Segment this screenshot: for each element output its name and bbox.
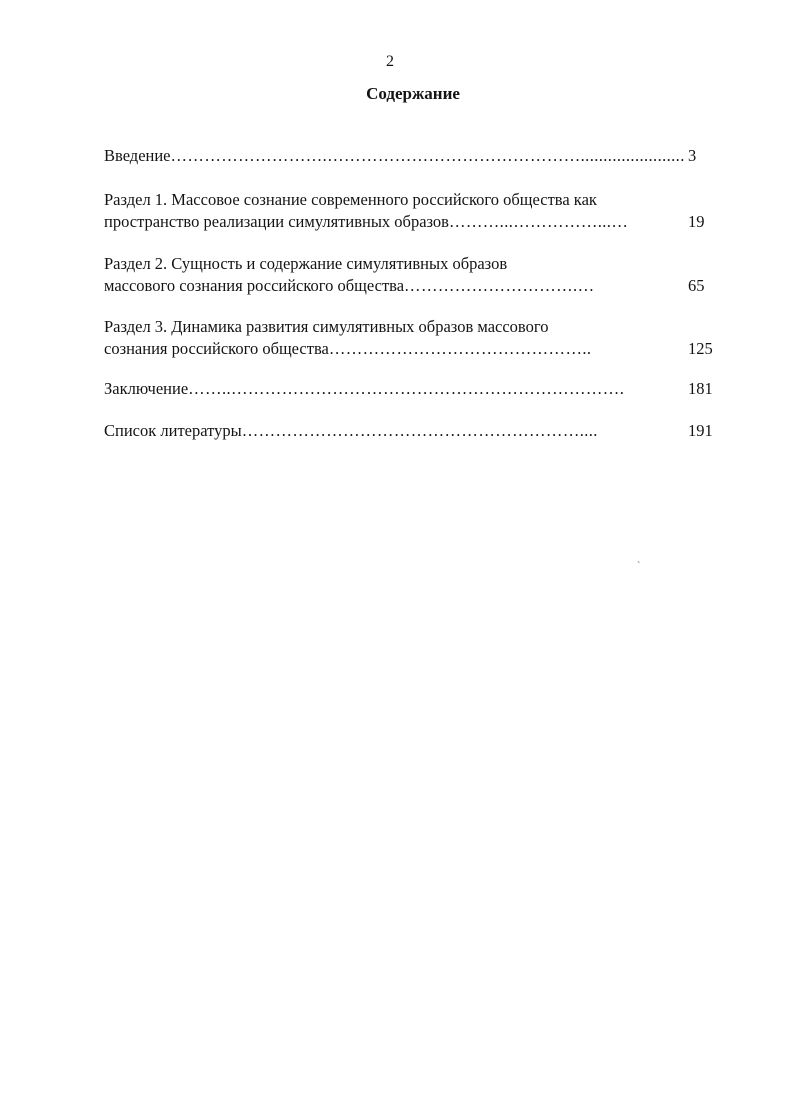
toc-entry-title: Заключение……..……………………………………………………………. bbox=[104, 379, 625, 398]
toc-entry-title: Раздел 2. Сущность и содержание симулятивных образов bbox=[104, 254, 508, 273]
toc-leader-dots: …………………………………………………….... bbox=[241, 421, 598, 440]
toc-leader-dots: ……………………………………….. bbox=[328, 339, 592, 358]
toc-page-number: 191 bbox=[688, 421, 713, 440]
toc-leader-dots: ………………………….… bbox=[404, 276, 595, 295]
toc-entry-title: Введение……………………….………………………………………....................... bbox=[104, 146, 685, 165]
toc-entry-title: Список литературы…………………………………………………….... bbox=[104, 421, 598, 440]
toc-page-number: 125 bbox=[688, 339, 713, 358]
toc-page-number: 65 bbox=[688, 276, 705, 295]
toc-page-number: 19 bbox=[688, 212, 705, 231]
page-title: Содержание bbox=[366, 84, 460, 103]
toc-leader-dots: ……………………….………………………………………....................... bbox=[170, 146, 685, 165]
toc-entry-title: Раздел 3. Динамика развития симулятивных образов массового bbox=[104, 317, 549, 336]
toc-entry-title-continued: массового сознания российского общества………………………….… bbox=[104, 276, 595, 295]
toc-entry-title: Раздел 1. Массовое сознание современного российского общества как bbox=[104, 190, 597, 209]
toc-page-number: 181 bbox=[688, 379, 713, 398]
toc-leader-dots: ………...……………...… bbox=[448, 212, 629, 231]
page-number: 2 bbox=[386, 53, 394, 70]
toc-entry-title-continued: сознания российского общества……………………………………….. bbox=[104, 339, 592, 358]
stray-scan-mark: ˋ bbox=[637, 561, 641, 572]
toc-leader-dots: ……..……………………………………………………………. bbox=[188, 379, 625, 398]
toc-entry-title-continued: пространство реализации симулятивных образов………...……………...… bbox=[104, 212, 629, 231]
toc-page-number: 3 bbox=[688, 146, 697, 165]
